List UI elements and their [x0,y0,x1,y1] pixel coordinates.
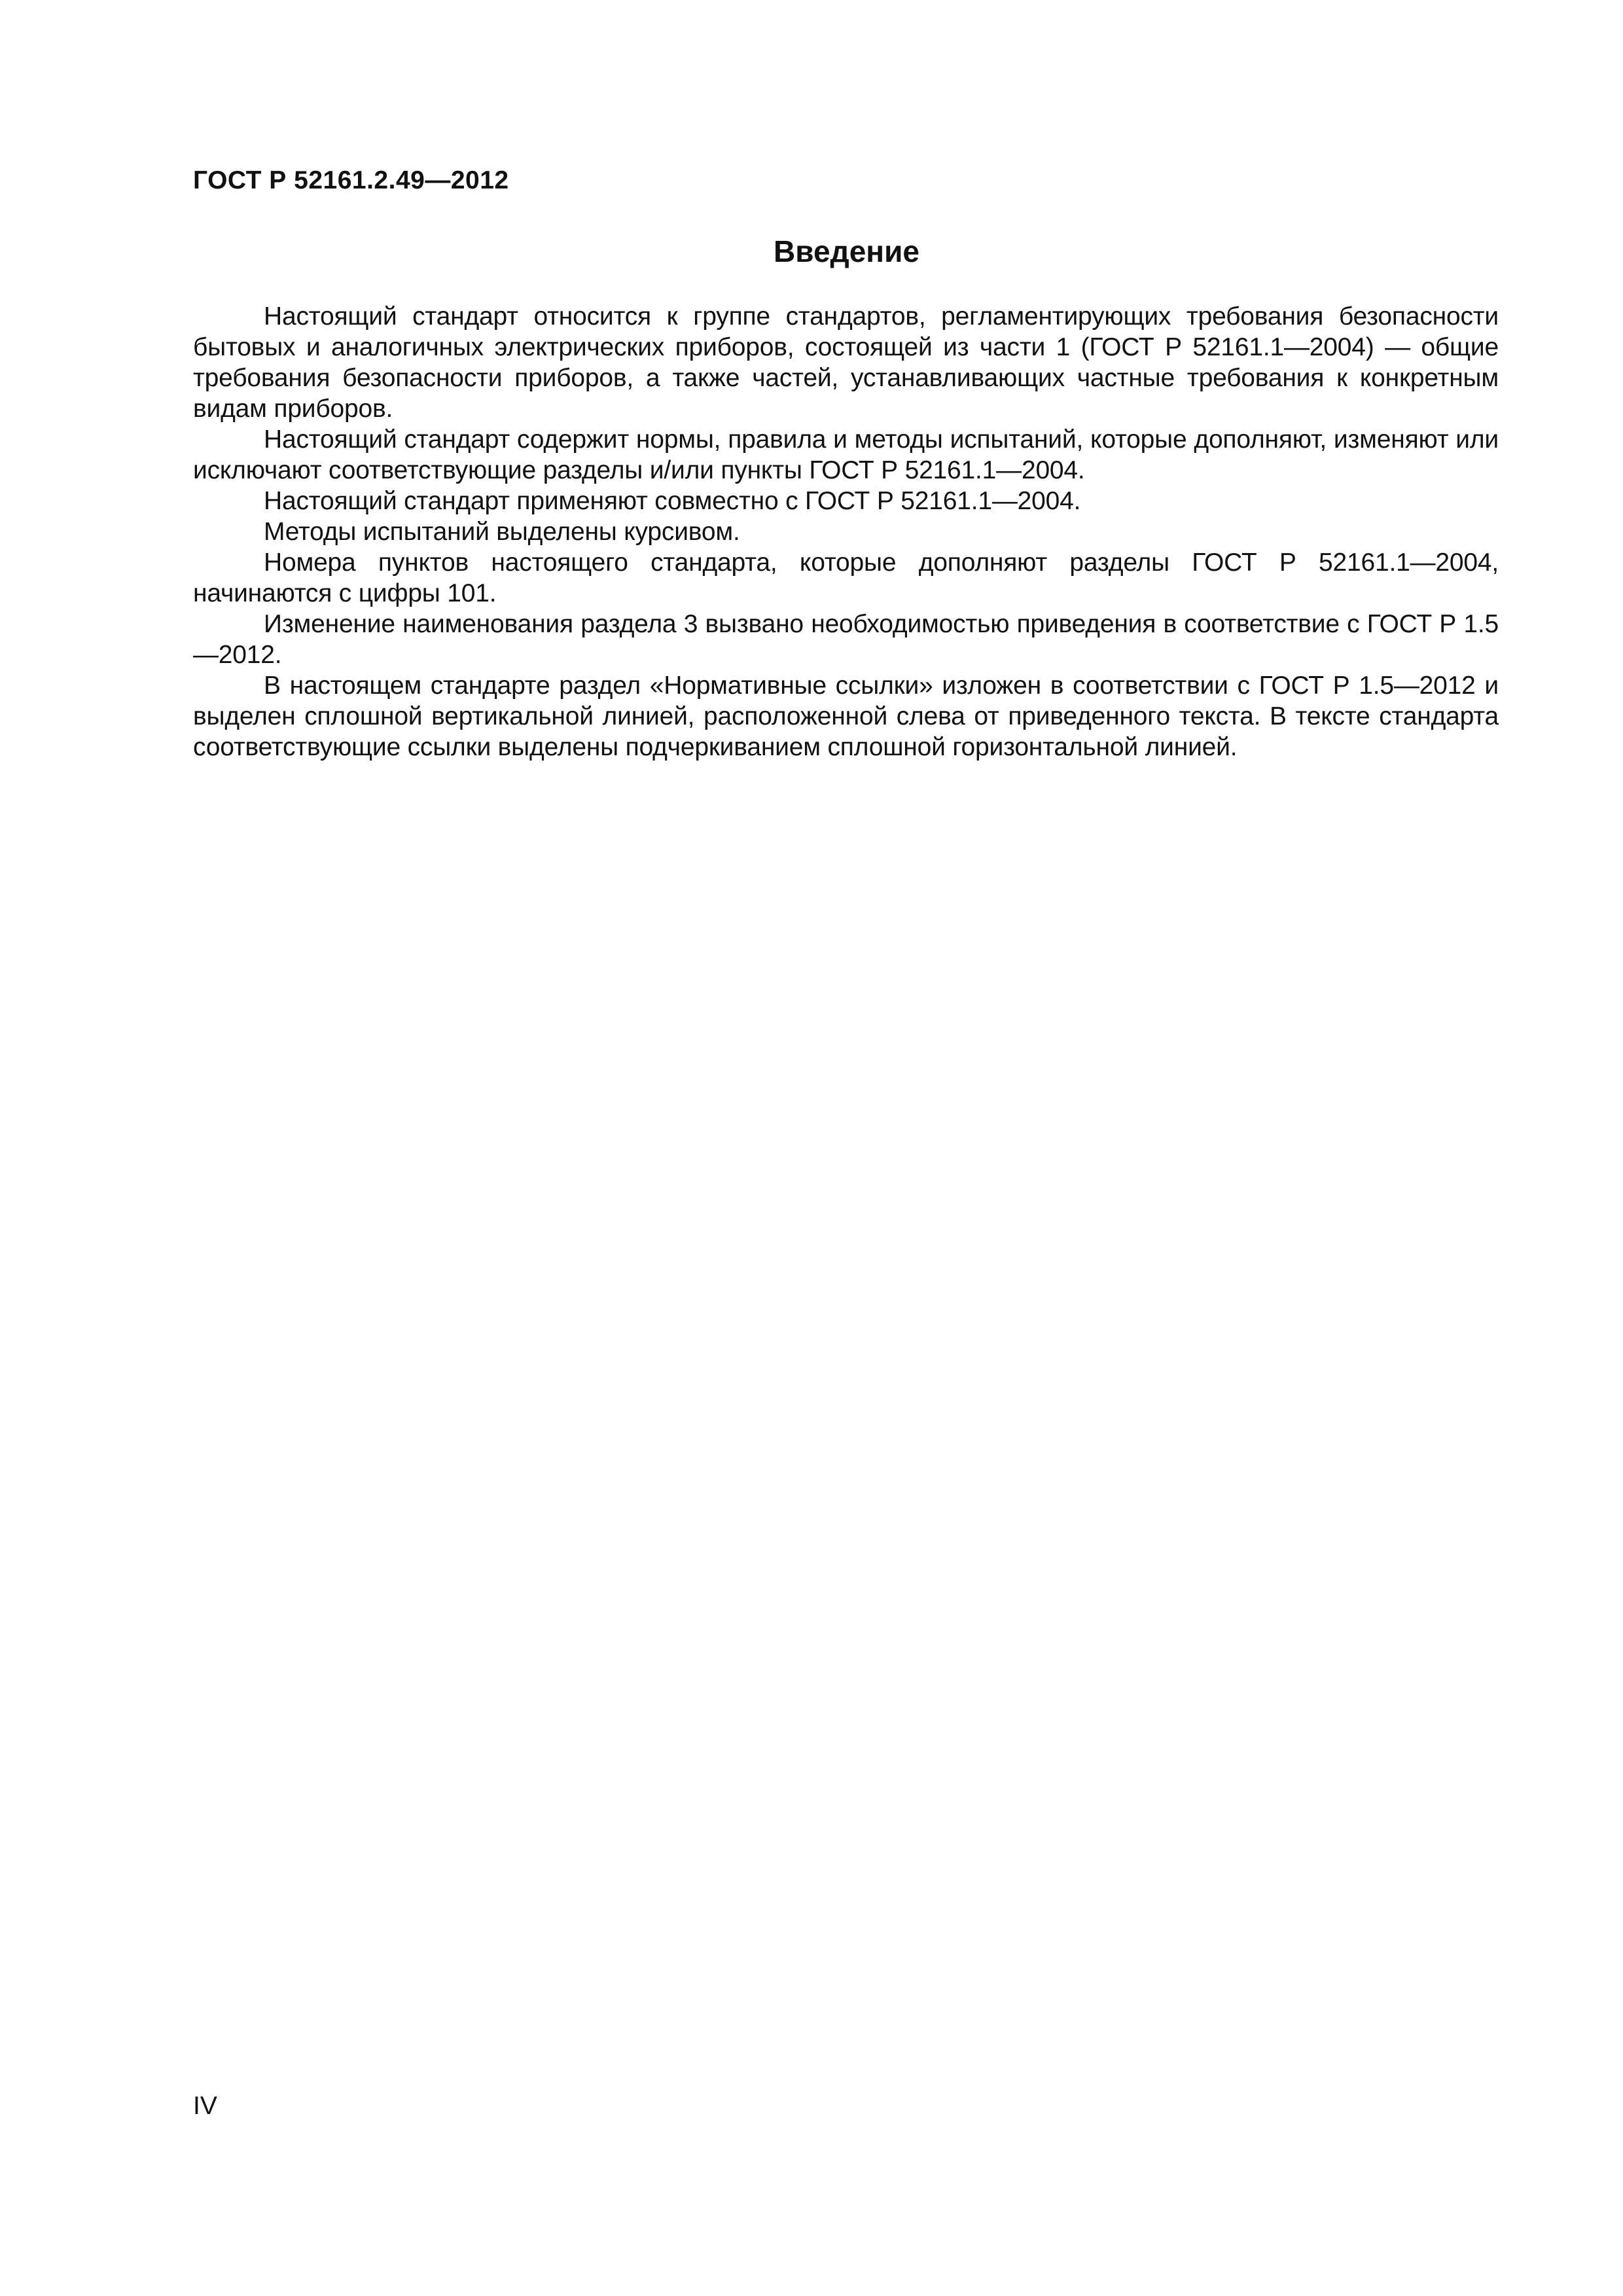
section-title: Введение [774,234,919,268]
paragraph: Настоящий стандарт относится к группе стандартов, регламентирующих требования безопасности бытовых и аналогичных электрических приборов, состоящей из части 1 (ГОСТ Р 52161.1—2004) — общие требования безопасности приборов, а также частей, устанавливающих частные требования к конкретным видам приборов. [193,302,1499,423]
paragraph: Номера пунктов настоящего стандарта, которые дополняют разделы ГОСТ Р 52161.1—2004, начинаются с цифры 101. [193,548,1499,607]
paragraph: В настоящем стандарте раздел «Нормативные ссылки» изложен в соответствии с ГОСТ Р 1.5—2012 и выделен сплошной вертикальной линией, расположенной слева от приведенного текста. В тексте стандарта соответствующие ссылки выделены подчеркиванием сплошной горизонтальной линией. [193,672,1499,761]
paragraph: Настоящий стандарт применяют совместно с ГОСТ Р 52161.1—2004. [264,487,1081,515]
paragraph: Изменение наименования раздела 3 вызвано необходимостью приведения в соответствие с ГОСТ Р 1.5—2012. [193,610,1499,669]
page-number: IV [193,2092,217,2120]
document-code: ГОСТ Р 52161.2.49—2012 [193,166,509,194]
body-text [193,301,1499,762]
paragraph: Методы испытаний выделены курсивом. [264,518,740,546]
paragraph: Настоящий стандарт содержит нормы, правила и методы испытаний, которые дополняют, изменяют или исключают соответствующие разделы и/или пункты ГОСТ Р 52161.1—2004. [193,425,1499,484]
